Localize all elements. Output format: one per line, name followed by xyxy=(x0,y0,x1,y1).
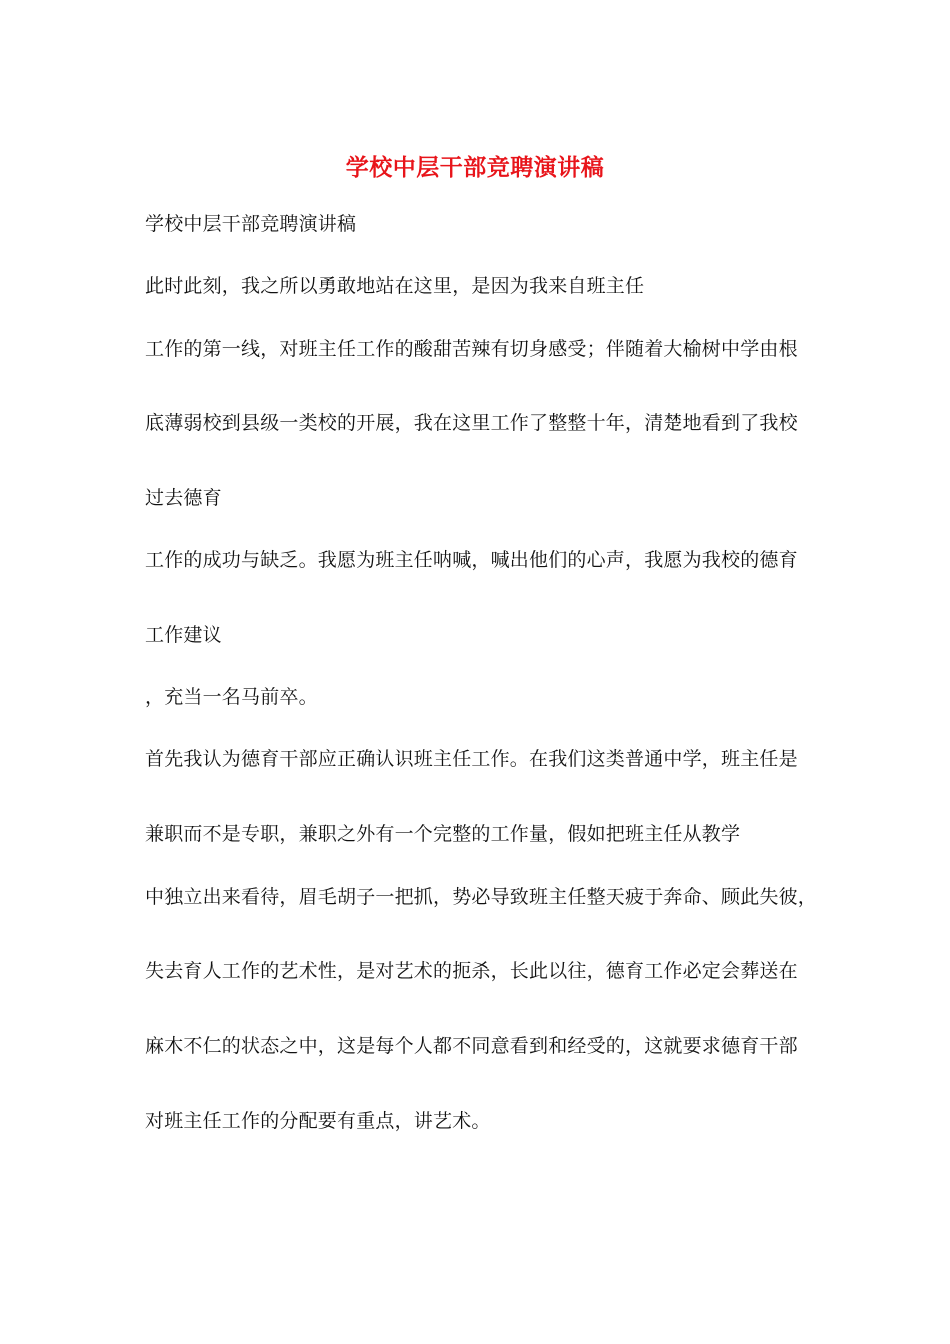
text-line-14: 对班主任工作的分配要有重点，讲艺术。 xyxy=(145,1110,491,1132)
text-line-2: 此时此刻，我之所以勇敢地站在这里，是因为我来自班主任 xyxy=(145,275,645,297)
text-line-10: 兼职而不是专职，兼职之外有一个完整的工作量，假如把班主任从教学 xyxy=(145,823,741,845)
text-line-8: ，充当一名马前卒。 xyxy=(145,686,318,708)
text-line-4: 底薄弱校到县级一类校的开展，我在这里工作了整整十年，清楚地看到了我校 xyxy=(145,412,798,434)
text-line-9: 首先我认为德育干部应正确认识班主任工作。在我们这类普通中学，班主任是 xyxy=(145,748,798,770)
text-line-12: 失去育人工作的艺术性，是对艺术的扼杀，长此以往，德育工作必定会葬送在 xyxy=(145,960,798,982)
text-line-6: 工作的成功与缺乏。我愿为班主任呐喊，喊出他们的心声，我愿为我校的德育 xyxy=(145,549,798,571)
text-line-3: 工作的第一线，对班主任工作的酸甜苦辣有切身感受；伴随着大榆树中学由根 xyxy=(145,338,798,360)
text-line-1: 学校中层干部竞聘演讲稿 xyxy=(145,213,357,235)
text-line-11: 中独立出来看待，眉毛胡子一把抓，势必导致班主任整天疲于奔命、顾此失彼， xyxy=(145,886,818,908)
document-title: 学校中层干部竞聘演讲稿 xyxy=(345,154,605,181)
text-line-13: 麻木不仁的状态之中，这是每个人都不同意看到和经受的，这就要求德育干部 xyxy=(145,1035,798,1057)
text-line-7: 工作建议 xyxy=(145,624,222,646)
text-line-5: 过去德育 xyxy=(145,487,222,509)
